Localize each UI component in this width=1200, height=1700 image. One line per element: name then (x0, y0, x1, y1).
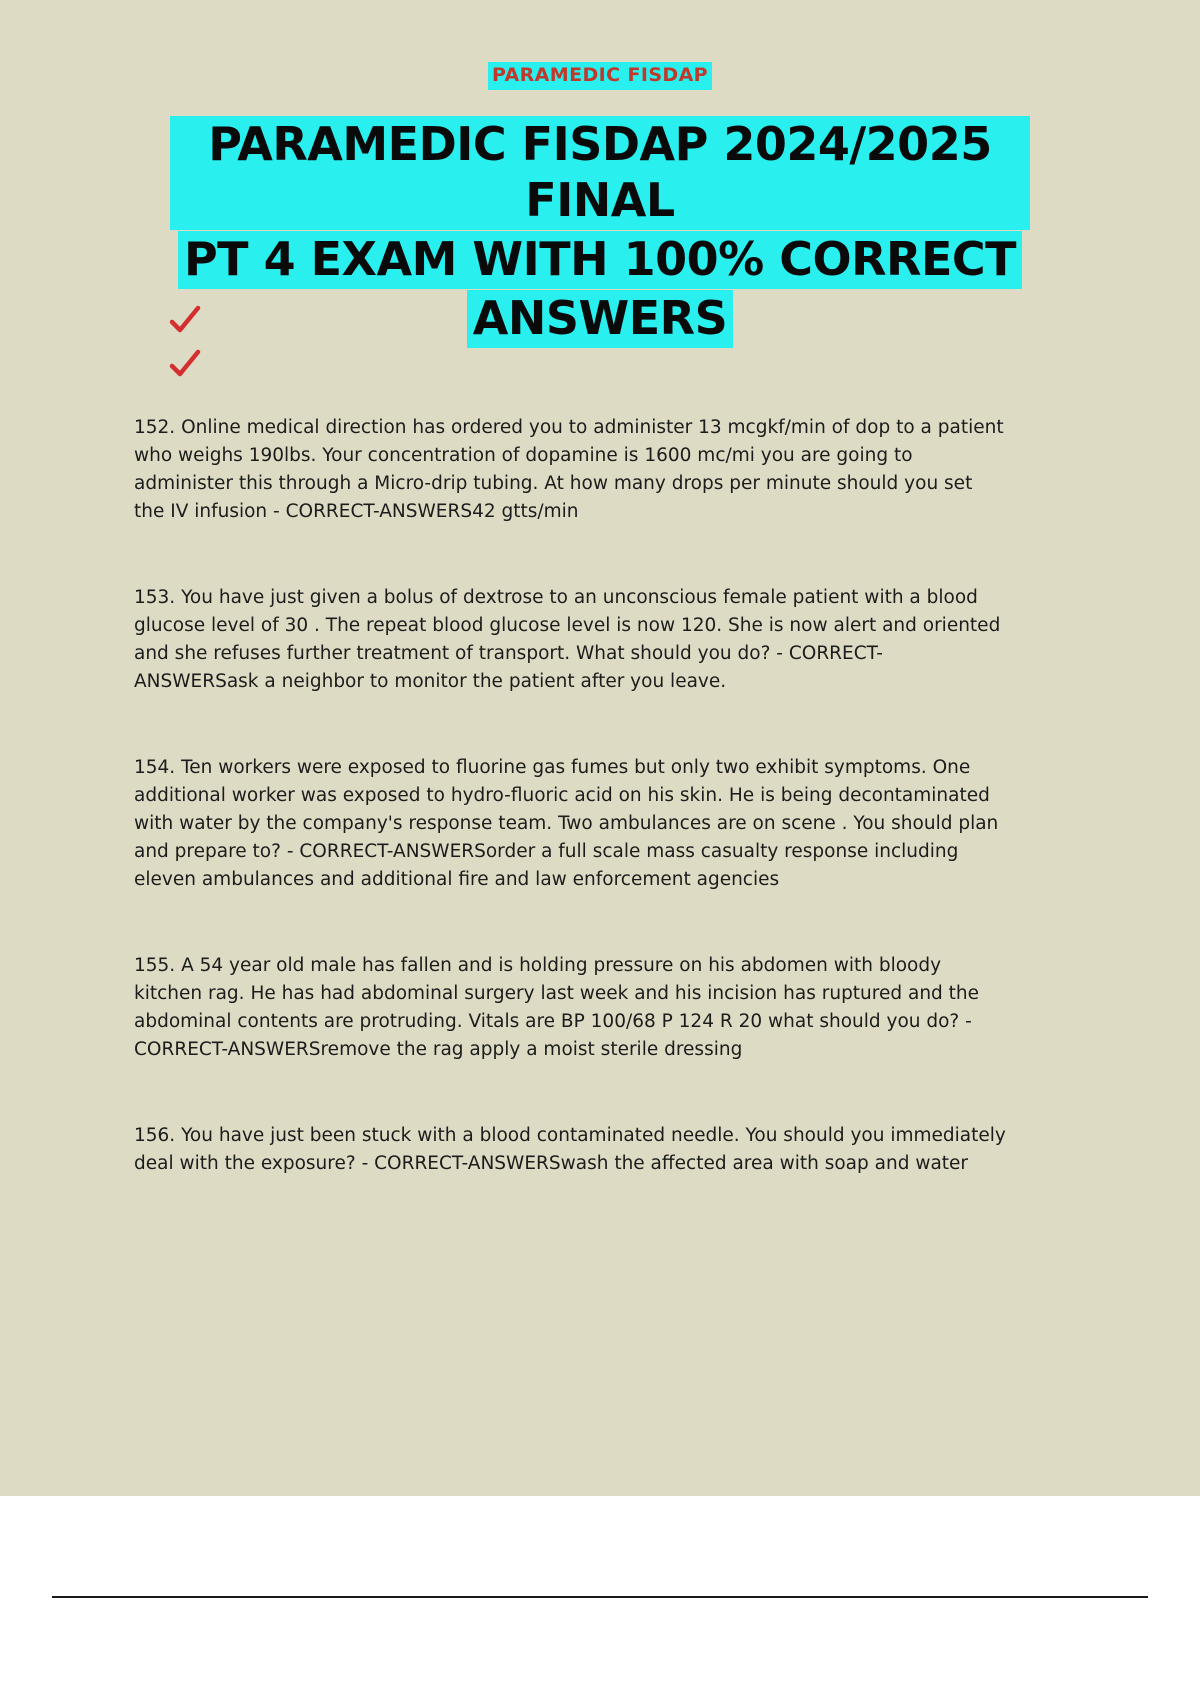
document-kicker: PARAMEDIC FISDAP (488, 62, 712, 90)
check-mark-icon (168, 303, 202, 337)
kicker-container (0, 62, 1200, 90)
page-title-line-2: PT 4 EXAM WITH 100% CORRECT (178, 231, 1022, 289)
page-bottom-margin (0, 1496, 1200, 1700)
qa-item-154: 154. Ten workers were exposed to fluorine gas fumes but only two exhibit symptoms. One additional worker was exposed to hydro-fluoric acid on his skin. He is being decontaminated with water by the company's response team. Two ambulances are on scene . You should plan and prepare to? - CORRECT-ANSWERSorder a full scale mass casualty response including eleven ambulances and additional fire and law enforcement agencies (134, 757, 999, 890)
qa-item-152: 152. Online medical direction has ordered you to administer 13 mcgkf/min of dop to a patient who weighs 190lbs. Your concentration of dopamine is 1600 mc/mi you are going to administer this through a Micro-drip tubing. At how many drops per minute should you set the IV infusion - CORRECT-ANSWERS42 gtts/min (134, 417, 1004, 522)
qa-item-153: 153. You have just given a bolus of dextrose to an unconscious female patient with a blood glucose level of 30 . The repeat blood glucose level is now 120. She is now alert and oriented and she refuses further treatment of transport. What should you do? - CORRECT-ANSWERSask a neighbor to monitor the patient after you leave. (134, 587, 1001, 692)
qa-item-156: 156. You have just been stuck with a blood contaminated needle. You should you immediately deal with the exposure? - CORRECT-ANSWERSwash the affected area with soap and water (134, 1125, 1006, 1174)
page-title-line-1: PARAMEDIC FISDAP 2024/2025 FINAL (170, 116, 1030, 230)
page-title (170, 116, 1030, 349)
qa-item-155: 155. A 54 year old male has fallen and is holding pressure on his abdomen with bloody kitchen rag. He has had abdominal surgery last week and his incision has ruptured and the abdominal contents are protruding. Vitals are BP 100/68 P 124 R 20 what should you do? - CORRECT-ANSWERSremove the rag apply a moist sterile dressing (134, 955, 980, 1060)
checkmark-group (168, 303, 228, 391)
page-title-line-3: ANSWERS (467, 290, 733, 348)
page-divider (52, 1596, 1148, 1598)
check-mark-icon (168, 347, 202, 381)
qa-list (134, 414, 1006, 1178)
